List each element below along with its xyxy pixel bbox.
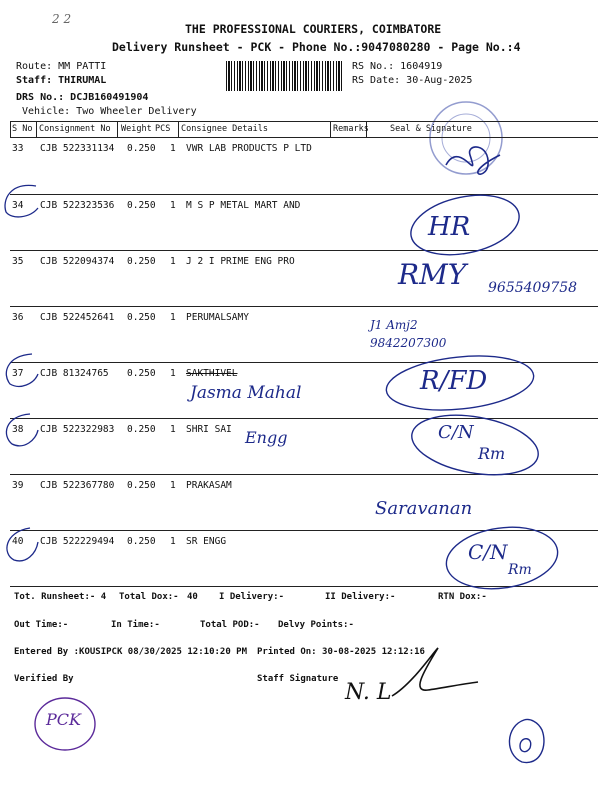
footer-delvy-points: Delvy Points:-	[278, 620, 354, 630]
row-weight: 0.250	[127, 200, 156, 211]
row-divider	[10, 306, 598, 307]
row-weight: 0.250	[127, 368, 156, 379]
barcode-image	[226, 61, 344, 91]
table-col-divider	[36, 121, 37, 137]
row-sno: 36	[12, 312, 24, 323]
staff-signature-stroke	[382, 644, 482, 704]
row-consignment: CJB 522094374	[40, 256, 115, 267]
row-pcs: 1	[170, 312, 176, 323]
handwritten-phone-row36: 9842207300	[370, 336, 447, 350]
footer-printed-on: Printed On: 30-08-2025 12:12:16	[257, 647, 425, 657]
runsheet-subtitle: Delivery Runsheet - PCK - Phone No.:9047080280 - Page No.:4	[112, 40, 521, 54]
handwritten-sig-row35: RMY	[398, 258, 467, 291]
corner-mark: 2 2	[52, 12, 72, 26]
handwritten-sig-row38: Rm	[478, 444, 506, 463]
table-col-divider	[330, 121, 331, 137]
footer-verified-by: Verified By	[14, 674, 74, 684]
footer-tot-runsheet: Tot. Runsheet:- 4	[14, 592, 107, 602]
row-consignment: CJB 522331134	[40, 143, 115, 154]
sno-circle-mark	[0, 180, 40, 220]
row-sno: 35	[12, 256, 24, 267]
row-weight: 0.250	[127, 480, 156, 491]
rs-date: RS Date: 30-Aug-2025	[352, 75, 473, 86]
footer-total-dox-value: 40	[187, 592, 198, 602]
row-weight: 0.250	[127, 312, 156, 323]
col-header-remarks: Remarks	[333, 124, 369, 134]
handwritten-phone-row35: 9655409758	[488, 280, 578, 296]
row-sno: 38	[12, 424, 24, 435]
row-sno: 34	[12, 200, 24, 211]
handwritten-hr: HR	[428, 212, 471, 242]
row-weight: 0.250	[127, 424, 156, 435]
handwritten-rfd-row37: R/FD	[420, 366, 488, 396]
handwritten-extra-row38: Engg	[245, 428, 288, 447]
row-consignment: CJB 522367780	[40, 480, 115, 491]
table-col-divider	[178, 121, 179, 137]
row-consignee: J 2 I PRIME ENG PRO	[186, 256, 295, 267]
handwritten-note-row36: J1 Amj2	[370, 318, 418, 332]
rs-number: RS No.: 1604919	[352, 61, 443, 72]
row-pcs: 1	[170, 368, 176, 379]
row-weight: 0.250	[127, 536, 156, 547]
row-weight: 0.250	[127, 143, 156, 154]
signature-oval-row38	[405, 410, 545, 480]
row-pcs: 1	[170, 256, 176, 267]
col-header-consignee: Consignee Details	[181, 124, 268, 134]
row-pcs: 1	[170, 200, 176, 211]
table-col-divider	[10, 121, 11, 137]
vehicle-label: Vehicle: Two Wheeler Delivery	[22, 106, 197, 117]
row-pcs: 1	[170, 480, 176, 491]
col-header-seal-signature: Seal & Signature	[390, 124, 472, 134]
footer-out-time: Out Time:-	[14, 620, 69, 630]
row-consignment: CJB 81324765	[40, 368, 109, 379]
footer-entered-by: Entered By :KOUSIPCK 08/30/2025 12:10:20 PM	[14, 647, 247, 657]
handwritten-cn-row40: C/N	[468, 540, 508, 564]
row-consignment: CJB 522322983	[40, 424, 115, 435]
pck-stamp-text: PCK	[46, 710, 81, 729]
footer-i-delivery: I Delivery:-	[219, 592, 285, 602]
row-pcs: 1	[170, 424, 176, 435]
signature-scribble-row33	[440, 135, 510, 190]
col-header-consignment: Consignment No	[39, 124, 111, 134]
row-sno: 33	[12, 143, 24, 154]
row-sno: 39	[12, 480, 24, 491]
row-sno: 37	[12, 368, 24, 379]
row-consignee: VWR LAB PRODUCTS P LTD	[186, 143, 312, 154]
row-consignee: SAKTHIVEL	[186, 368, 238, 379]
table-top-border	[10, 121, 598, 122]
route-label: Route: MM PATTI	[16, 61, 107, 72]
company-title: THE PROFESSIONAL COURIERS, COIMBATORE	[185, 22, 442, 36]
sno-circle-mark	[0, 526, 40, 566]
row-consignment: CJB 522452641	[40, 312, 115, 323]
footer-in-time: In Time:-	[111, 620, 160, 630]
row-consignee: M S P METAL MART AND	[186, 200, 301, 211]
row-sno: 40	[12, 536, 24, 547]
handwritten-name-row37: Jasma Mahal	[190, 383, 302, 403]
row-consignment: CJB 522229494	[40, 536, 115, 547]
row-weight: 0.250	[127, 256, 156, 267]
row-consignment: CJB 522323536	[40, 200, 115, 211]
footer-total-pod: Total POD:-	[200, 620, 260, 630]
staff-signature-scribble: N. L	[345, 680, 392, 705]
sno-circle-mark	[0, 410, 40, 450]
handwritten-sig-row40: Rm	[508, 562, 532, 578]
bottom-circle-mark	[500, 716, 550, 768]
row-consignee: PERUMALSAMY	[186, 312, 249, 323]
col-header-weight: Weight	[121, 124, 152, 134]
footer-rtn-dox: RTN Dox:-	[438, 592, 487, 602]
row-consignee: SR ENGG	[186, 536, 227, 547]
footer-total-dox: Total Dox:-	[119, 592, 179, 602]
drs-number: DRS No.: DCJB160491904	[16, 92, 149, 103]
footer-ii-delivery: II Delivery:-	[325, 592, 396, 602]
row-consignee: SHRI SAI	[186, 424, 232, 435]
sno-circle-mark	[0, 350, 40, 390]
handwritten-cn-row38: C/N	[438, 422, 474, 443]
table-col-divider	[117, 121, 118, 137]
handwritten-sig-row39: Saravanan	[375, 498, 473, 519]
row-pcs: 1	[170, 143, 176, 154]
col-header-pcs: PCS	[155, 124, 171, 134]
staff-label: Staff: THIRUMAL	[16, 75, 107, 86]
row-consignee: PRAKASAM	[186, 480, 232, 491]
col-header-sno: S No	[12, 124, 33, 134]
row-pcs: 1	[170, 536, 176, 547]
footer-staff-signature: Staff Signature	[257, 674, 339, 684]
